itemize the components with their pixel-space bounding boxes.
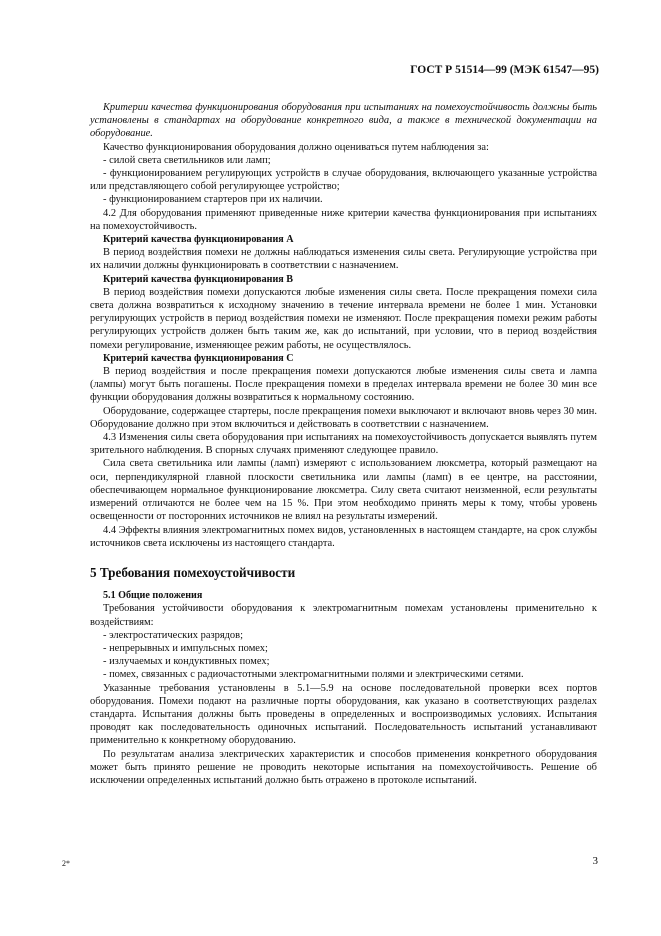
list-item: - электростатических разрядов; <box>103 629 243 641</box>
list-item: - силой света светильников или ламп; <box>103 154 271 166</box>
document-header: ГОСТ Р 51514—99 (МЭК 61547—95) <box>410 64 599 76</box>
paragraph: Оборудование, содержащее стартеры, после прекращения помехи выключают и включают вновь через 30 мин. Оборудование должно при этом включиться и действовать в соответствии с назначением. <box>90 405 597 430</box>
section-heading: 5 Требования помехоустойчивости <box>90 564 296 580</box>
list-item: - помех, связанных с радиочастотными электромагнитными полями и электрическими сетями. <box>103 669 524 681</box>
paragraph: Качество функционирования оборудования должно оцениваться путем наблюдения за: <box>103 141 489 153</box>
list-item: - излучаемых и кондуктивных помех; <box>103 656 270 668</box>
paragraph: 4.3 Изменения силы света оборудования при испытаниях на помехоустойчивость допускается выявлять путем зрительного наблюдения. В спорных случаях применяют следующее правило. <box>90 432 597 457</box>
subsection-heading: 5.1 Общие положения <box>103 590 203 602</box>
paragraph: 4.2 Для оборудования применяют приведенные ниже критерии качества функционирования при испытаниях на помехоустойчивость. <box>90 207 597 232</box>
criterion-heading-b: Критерий качества функционирования В <box>103 273 293 285</box>
paragraph: В период воздействия помехи допускаются любые изменения силы света. После прекращения помехи сила света должна возвратиться к исходному значению в течение интервала времени не более 1 мин. Установки регулирующих устройств в период воздействия помехи не изменяют. После прекращения помехи режим работы регулирующих устройств должен быть таким же, как до испытаний, при условии, что в период воздействия помехи регулирование, изменяющее режим работы, не осуществлялось. <box>90 286 597 351</box>
paragraph: По результатам анализа электрических характеристик и способов применения конкретного оборудования может быть принято решение не проводить некоторые испытания на помехоустойчивость. Решение об исключении определенных испытаний должно быть отражено в протоколе испытаний. <box>90 748 597 786</box>
document-body <box>90 101 597 787</box>
criterion-heading-a: Критерий качества функционирования А <box>103 234 294 246</box>
paragraph: 4.4 Эффекты влияния электромагнитных помех видов, установленных в настоящем стандарте, на срок службы источников света исключены из настоящего стандарта. <box>90 524 597 549</box>
paragraph: В период воздействия и после прекращения помехи допускаются любые изменения силы света и лампа (лампы) могут быть погашены. После прекращения помехи в пределах интервала времени не более 30 мин все функции оборудования должны возвратиться к нормальному состоянию. <box>90 366 597 404</box>
footer-mark: 2* <box>62 859 70 868</box>
list-item: - функционированием стартеров при их наличии. <box>103 194 323 206</box>
paragraph: Сила света светильника или лампы (ламп) измеряют с использованием люксметра, который размещают на оси, перпендикулярной главной плоскости светильника или лампы (ламп) в ее центре, на расстоянии, обеспечивающем нормальное функционирование люксметра. Силу света считают неизменной, если результаты измерений отличаются не более чем на 15 %. При этом необходимо принять меры к тому, чтобы уровень освещенности от посторонних источников не влиял на результаты измерений. <box>90 458 597 523</box>
criterion-heading-c: Критерий качества функционирования С <box>103 352 294 364</box>
paragraph: Требования устойчивости оборудования к электромагнитным помехам установлены применительно к воздействиям: <box>90 603 597 628</box>
page-number: 3 <box>592 855 598 867</box>
list-item: - непрерывных и импульсных помех; <box>103 642 268 654</box>
list-item: - функционированием регулирующих устройств в случае оборудования, включающего указанные устройства или представляющего собой регулирующее устройство; <box>90 168 597 193</box>
paragraph: Критерии качества функционирования оборудования при испытаниях на помехоустойчивость должны быть установлены в стандартах на оборудование конкретного вида, а также в технической документации на оборудование. <box>90 102 597 140</box>
paragraph: В период воздействия помехи не должны наблюдаться изменения силы света. Регулирующие устройства при их наличии должны функционировать в соответствии с назначением. <box>90 247 597 272</box>
paragraph: Указанные требования установлены в 5.1—5.9 на основе последовательной проверки всех портов оборудования. Помехи подают на различные порты оборудования, как указано в соответствующих разделах стандарта. Испытания должны быть проведены в определенных и воспроизводимых условиях. Испытания проводят как последовательность одиночных испытаний. Последовательность испытаний устанавливают применительно к конкретному оборудованию. <box>90 682 597 747</box>
